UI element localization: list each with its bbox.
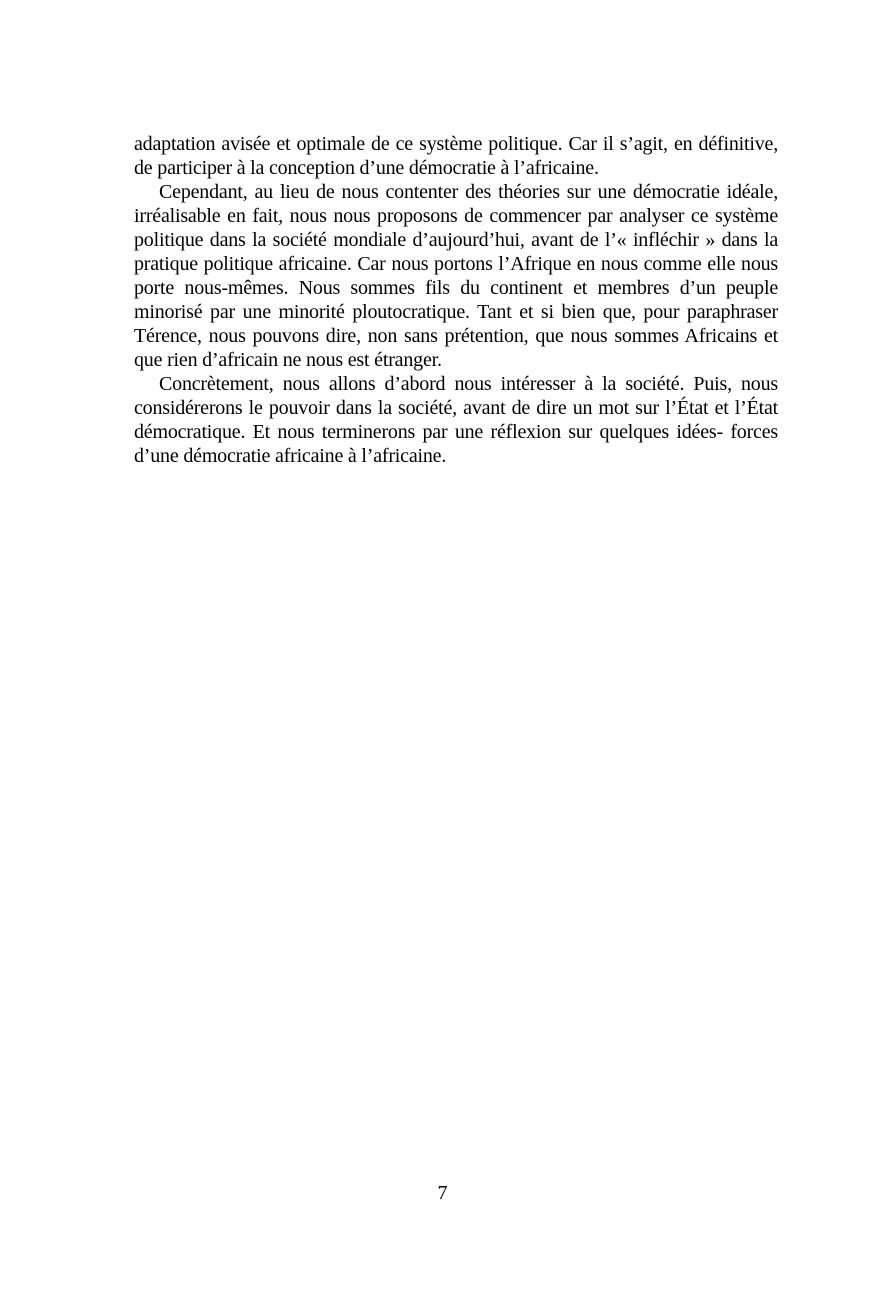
page-number: 7 xyxy=(437,1182,448,1204)
paragraph-2: Cependant, au lieu de nous contenter des théories sur une démocratie idéale, irréalisable en fait, nous nous proposons de commencer par analyser ce système politique dans la société mondiale d’aujourd’hui, avant de l’« infléchir » dans la pratique politique africaine. Car nous portons l’Afrique en nous comme elle nous porte nous-mêmes. Nous sommes fils du continent et membres d’un peuple minorisé par une minorité ploutocratique. Tant et si bien que, pour paraphraser Térence, nous pouvons dire, non sans prétention, que nous sommes Africains et que rien d’africain ne nous est étranger. xyxy=(134,181,778,371)
page-body xyxy=(134,132,778,468)
paragraph-3: Concrètement, nous allons d’abord nous intéresser à la société. Puis, nous considérerons le pouvoir dans la société, avant de dire un mot sur l’État et l’État démocratique. Et nous terminerons par une réflexion sur quelques idées- forces d’une démocratie africaine à l’africaine. xyxy=(134,373,778,467)
paragraph-1: adaptation avisée et optimale de ce système politique. Car il s’agit, en définitive, de participer à la conception d’une démocratie à l’africaine. xyxy=(134,133,778,179)
